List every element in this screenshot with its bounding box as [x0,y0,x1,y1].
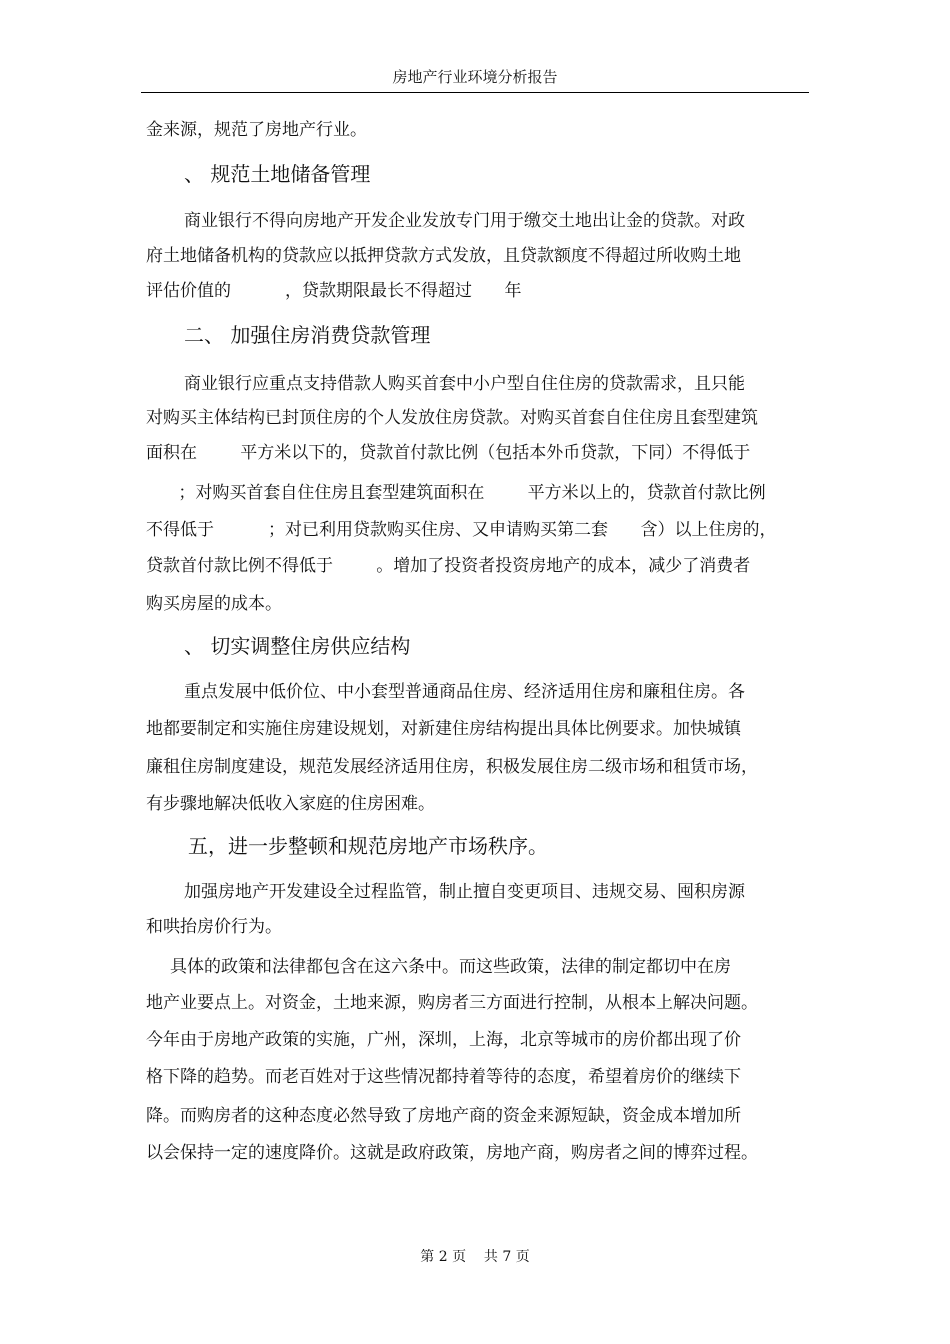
body-line: 以会保持一定的速度降价。这就是政府政策，房地产商，购房者之间的博弈过程。 [146,1143,758,1163]
section-heading: 、 规范土地储备管理 [184,162,371,186]
body-line: 商业银行应重点支持借款人购买首套中小户型自住住房的贷款需求，且只能 [184,374,745,394]
body-line: 重点发展中低价位、中小套型普通商品住房、经济适用住房和廉租住房。各 [184,682,745,702]
body-line: 廉租住房制度建设，规范发展经济适用住房，积极发展住房二级市场和租赁市场， [146,757,758,777]
body-line: 商业银行不得向房地产开发企业发放专门用于缴交土地出让金的贷款。对政 [184,211,745,231]
body-line: 对购买主体结构已封顶住房的个人发放住房贷款。对购买首套自住住房且套型建筑 [146,408,758,428]
body-line: 地都要制定和实施住房建设规划，对新建住房结构提出具体比例要求。加快城镇 [146,719,741,739]
body-line: 有步骤地解决低收入家庭的住房困难。 [146,794,435,814]
section-heading: 二、 加强住房消费贷款管理 [184,323,431,347]
body-line: 加强房地产开发建设全过程监管，制止擅自变更项目、违规交易、囤积房源 [184,882,745,902]
body-line: 评估价值的 ，贷款期限最长不得超过 年 [146,281,522,301]
body-line: 和哄抬房价行为。 [146,917,282,937]
body-line: 今年由于房地产政策的实施，广州，深圳，上海，北京等城市的房价都出现了价 [146,1030,741,1050]
section-heading: 、 切实调整住房供应结构 [184,634,411,658]
body-line: ；对购买首套自住住房且套型建筑面积在 平方米以上的，贷款首付款比例 [146,483,766,503]
body-line: 不得低于 ；对已利用贷款购买住房、又申请购买第二套 含）以上住房的， [146,520,777,540]
page-header-title: 房地产行业环境分析报告 [392,68,558,86]
page-number-footer: 第 2 页 共 7 页 [420,1249,530,1265]
body-line: 格下降的趋势。而老百姓对于这些情况都持着等待的态度，希望着房价的继续下 [146,1067,741,1087]
body-line: 具体的政策和法律都包含在这六条中。而这些政策，法律的制定都切中在房 [170,957,731,977]
body-line: 金来源，规范了房地产行业。 [146,120,367,140]
section-heading: 五，进一步整顿和规范房地产市场秩序。 [188,834,548,858]
body-line: 府土地储备机构的贷款应以抵押贷款方式发放，且贷款额度不得超过所收购土地 [146,246,741,266]
header-rule [141,92,809,93]
body-line: 购买房屋的成本。 [146,594,282,614]
body-line: 地产业要点上。对资金，土地来源，购房者三方面进行控制，从根本上解决问题。 [146,993,758,1013]
body-line: 面积在 平方米以下的，贷款首付款比例（包括本外币贷款，下同）不得低于 [146,443,751,463]
body-line: 贷款首付款比例不得低于 。增加了投资者投资房地产的成本，减少了消费者 [146,556,751,576]
body-line: 降。而购房者的这种态度必然导致了房地产商的资金来源短缺，资金成本增加所 [146,1106,741,1126]
